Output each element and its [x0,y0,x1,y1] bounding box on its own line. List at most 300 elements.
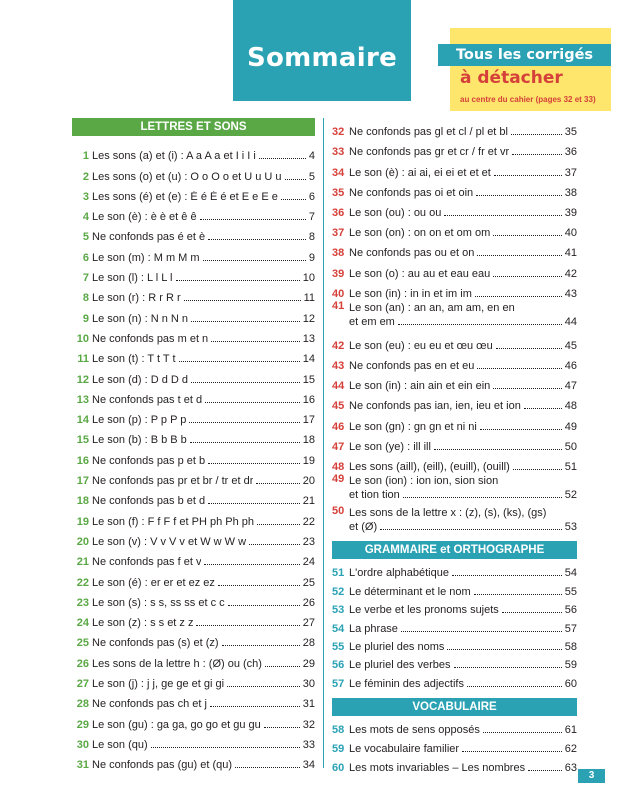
leader-dots [203,260,306,261]
leader-dots [204,564,299,565]
leader-dots [151,747,300,748]
entry-number: 24 [76,617,89,630]
leader-dots [493,235,562,236]
entry-title: Le son (è) : ai ai, ei ei et et et [349,166,491,179]
entry-page: 22 [302,515,315,528]
leader-dots [191,382,300,383]
entry-page: 4 [308,150,315,163]
leader-dots [191,321,300,322]
entry-page: 33 [302,738,315,751]
entry-page: 37 [564,166,577,179]
toc-entry[interactable] [72,731,315,751]
leader-dots [205,402,300,403]
entry-number: 47 [332,440,345,453]
toc-entry[interactable] [72,609,315,629]
leader-dots [462,751,562,752]
entry-number: 43 [332,360,345,373]
entry-number: 51 [332,567,345,580]
toc-entry[interactable] [332,280,577,300]
entry-title: Le vocabulaire familier [349,742,460,755]
entry-title: Le son (ye) : ill ill [349,440,431,453]
leader-dots [257,524,300,525]
entry-title: Le son (z) : s s et z z [92,617,194,630]
toc-entry[interactable] [332,372,577,392]
entry-title: Le son (é) : er er et ez ez [92,576,215,589]
toc-entry[interactable] [72,183,315,203]
entry-number: 40 [332,287,345,300]
leader-dots [222,645,300,646]
leader-dots [398,324,562,325]
entry-number: 38 [332,247,345,260]
entry-page: 43 [564,287,577,300]
toc-entry[interactable] [72,284,315,304]
leader-dots [477,368,561,369]
leader-dots [218,585,300,586]
toc-entry[interactable] [332,392,577,412]
leader-dots [483,732,562,733]
toc-entry[interactable] [332,561,577,579]
leader-dots [524,408,562,409]
toc-entry[interactable] [332,352,577,372]
entry-title: Le son (t) : T t T t [92,353,176,366]
toc-entry[interactable] [72,243,315,263]
toc-entry[interactable] [72,203,315,223]
entry-number: 14 [76,414,89,427]
toc-entry[interactable] [72,304,315,324]
toc-entry[interactable] [332,219,577,239]
toc-entry[interactable] [332,736,577,755]
entry-page: 17 [302,414,315,427]
entry-title: Les sons (é) et (e) : É é É é et E e E e [92,190,278,203]
leader-dots [403,497,562,498]
entry-page: 59 [564,659,577,672]
leader-dots [249,544,300,545]
toc-entry[interactable] [332,505,577,537]
entry-title: Ne confonds pas ian, ien, ieu et ion [349,400,521,413]
toc-entry[interactable] [72,629,315,649]
entry-number: 57 [332,677,345,690]
toc-entry[interactable] [72,670,315,690]
entry-title: La phrase [349,622,398,635]
entry-page: 62 [564,742,577,755]
entry-number: 23 [76,596,89,609]
entry-title: Le son (b) : B b B b [92,434,187,447]
leader-dots [434,449,562,450]
leader-dots [200,219,306,220]
entry-number: 6 [82,251,89,264]
page-number: 3 [578,769,605,783]
entry-page: 35 [564,126,577,139]
entry-page: 45 [564,339,577,352]
entry-page: 42 [564,267,577,280]
toc-entry[interactable] [72,446,315,466]
toc-entry[interactable] [332,755,577,774]
entry-title: Ne confonds pas (gu) et (qu) [92,759,233,772]
leader-dots [480,429,562,430]
right-column [332,118,577,774]
entry-page: 58 [564,640,577,653]
toc-entry[interactable] [332,635,577,653]
leader-dots [196,625,299,626]
title-box [233,0,411,101]
entry-title: Le son (n) : N n N n [92,312,188,325]
entry-number: 60 [332,761,345,774]
entry-title: Le pluriel des noms [349,640,445,653]
entry-page: 8 [308,231,315,244]
toc-entry[interactable] [332,332,577,352]
entry-number: 52 [332,585,345,598]
entry-number: 8 [82,292,89,305]
entry-page: 6 [308,190,315,203]
entry-title: Ne confonds pas p et b [92,454,206,467]
leader-dots [235,767,300,768]
entry-page: 53 [564,521,577,533]
toc-entry[interactable] [332,453,577,473]
leader-dots [452,575,562,576]
toc-entry[interactable] [72,548,315,568]
entry-page: 52 [564,489,577,501]
left-column [72,118,315,771]
entry-page: 10 [302,272,315,285]
entry-title: Le son (o) : au au et eau eau [349,267,491,280]
section-header-vocabulaire: VOCABULAIRE [332,698,577,716]
column-divider [323,118,324,768]
toc-entry[interactable] [332,598,577,616]
right-list-a [332,118,577,300]
entry-number: 7 [82,272,89,285]
entry-title: Le son (gn) : gn gn et ni ni [349,420,477,433]
entry-number: 2 [82,170,89,183]
entry-number: 16 [76,454,89,467]
entry-number: 18 [76,495,89,508]
entry-number: 44 [332,380,345,393]
entry-number: 9 [82,312,89,325]
entry-page: 7 [308,211,315,224]
toc-entry[interactable] [332,300,577,332]
entry-title: Le son (on) : on on et om om [349,227,491,240]
entry-number: 56 [332,659,345,672]
entry-page: 34 [302,759,315,772]
toc-entry[interactable] [72,386,315,406]
entry-title: Le son (m) : M m M m [92,251,200,264]
entry-page: 40 [564,227,577,240]
leader-dots [401,631,562,632]
entry-title-cont: et (Ø) [349,521,378,533]
entry-number: 55 [332,640,345,653]
entry-page: 24 [302,556,315,569]
entry-number: 42 [332,339,345,352]
entry-title: Le pluriel des verbes [349,659,451,672]
entry-title: Le son (l) : L l L l [92,272,173,285]
entry-page: 29 [302,657,315,670]
entry-title: Ne confonds pas oi et oin [349,186,474,199]
entry-number: 4 [82,211,89,224]
entry-title: Les mots invariables – Les nombres [349,761,526,774]
entry-page: 23 [302,535,315,548]
entry-title: Les sons de la lettre h : (Ø) ou (ch) [92,657,262,670]
entry-number: 27 [76,678,89,691]
entry-title: Le son (v) : V v V v et W w W w [92,535,247,548]
toc-entry[interactable] [72,426,315,446]
entry-title: Le son (eu) : eu eu et œu œu [349,339,493,352]
leader-dots [380,529,562,530]
entry-page: 32 [302,718,315,731]
entry-title: Ne confonds pas ch et j [92,698,207,711]
entry-page: 39 [564,206,577,219]
toc-entry[interactable] [72,649,315,669]
entry-number: 48 [332,461,345,473]
page-title: Sommaire [246,42,398,73]
leader-dots [228,605,300,606]
entry-page: 47 [564,380,577,393]
section-header-grammaire: GRAMMAIRE et ORTHOGRAPHE [332,541,577,559]
entry-page: 41 [564,247,577,260]
leader-dots [184,300,301,301]
entry-title: Le déterminant et le nom [349,585,471,598]
entry-title: Le son (r) : R r R r [92,292,181,305]
toc-entry[interactable] [72,710,315,730]
entry-title: Les sons de la lettre x : (z), (s), (ks), (gs) [349,507,547,519]
toc-entry[interactable] [332,239,577,259]
entry-number: 46 [332,420,345,433]
toc-entry[interactable] [332,616,577,634]
leader-dots [454,667,562,668]
entry-title: Ne confonds pas f et v [92,556,202,569]
leader-dots [474,594,562,595]
toc-entry[interactable] [332,179,577,199]
entry-page: 56 [564,604,577,617]
entry-number: 22 [76,576,89,589]
entry-number: 41 [332,299,345,312]
toc-entry[interactable] [332,138,577,158]
entry-number: 21 [76,556,89,569]
entry-title: Le son (d) : D d D d [92,373,188,386]
entry-title: Les sons (a) et (i) : A a A a et I i I i [92,150,256,163]
leader-dots [477,255,561,256]
leader-dots [208,463,300,464]
entry-title: Le son (f) : F f F f et PH ph Ph ph [92,515,255,528]
leader-dots [496,348,562,349]
entry-number: 33 [332,146,345,159]
entry-title-cont: et tion tion [349,489,400,501]
toc-entry[interactable] [332,412,577,432]
entry-page: 12 [302,312,315,325]
entry-page: 49 [564,420,577,433]
entry-page: 44 [564,315,577,328]
toc-entry[interactable] [72,568,315,588]
entry-page: 25 [302,576,315,589]
leader-dots [447,649,561,650]
leader-dots [208,503,300,504]
section-header-lettres-sons: LETTRES ET SONS [72,118,315,136]
entry-number: 13 [76,393,89,406]
entry-number: 36 [332,206,345,219]
entry-number: 25 [76,637,89,650]
toc-entry[interactable] [332,158,577,178]
toc-entry[interactable] [72,507,315,527]
entry-title: Le son (p) : P p P p [92,414,187,427]
entry-number: 45 [332,400,345,413]
entry-number: 34 [332,166,345,179]
entry-page: 57 [564,622,577,635]
entry-title: Le son (è) : è è et ê ê [92,211,197,224]
entry-title: Ne confonds pas m et n [92,332,209,345]
toc-entry[interactable] [72,589,315,609]
leader-dots [227,686,300,687]
entry-page: 38 [564,186,577,199]
entry-page: 27 [302,617,315,630]
leader-dots [208,239,306,240]
entry-page: 13 [302,332,315,345]
toc-entry[interactable] [332,473,577,505]
leader-dots [285,179,306,180]
toc-entry[interactable] [72,467,315,487]
entry-page: 16 [302,393,315,406]
entry-page: 55 [564,585,577,598]
entry-page: 19 [302,454,315,467]
toc-entry[interactable] [72,223,315,243]
toc-entry[interactable] [332,118,577,138]
corriges-heading: Tous les corrigés [438,44,611,66]
entry-title: Ne confonds pas gr et cr / fr et vr [349,146,510,159]
entry-title-cont: et em em [349,315,395,328]
toc-entry[interactable] [332,579,577,597]
entry-page: 31 [302,698,315,711]
leader-dots [190,442,300,443]
toc-entry[interactable] [72,751,315,771]
leader-dots [494,175,562,176]
entry-number: 35 [332,186,345,199]
entry-title: Ne confonds pas ou et on [349,247,475,260]
entry-title: Le son (s) : s s, ss ss et c c [92,596,225,609]
entry-page: 9 [308,251,315,264]
leader-dots [256,483,299,484]
entry-number: 20 [76,535,89,548]
entry-page: 61 [564,724,577,737]
entry-page: 63 [564,761,577,774]
vocabulary-list [332,718,577,774]
leader-dots [281,199,306,200]
leader-dots [502,612,562,613]
corriges-main: à détacher [460,68,563,88]
entry-page: 18 [302,434,315,447]
toc-entry[interactable] [72,162,315,182]
leader-dots [264,727,300,728]
entry-title: Les sons (o) et (u) : O o O o et U u U u [92,170,282,183]
entry-page: 50 [564,440,577,453]
entry-number: 53 [332,604,345,617]
entry-title: Le son (an) : an an, am am, en en [349,301,515,314]
entry-title: Le son (j) : j j, ge ge et gi gi [92,678,225,691]
toc-entry[interactable] [332,259,577,279]
entry-number: 39 [332,267,345,280]
entry-page: 28 [302,637,315,650]
entry-page: 30 [302,678,315,691]
toc-entry[interactable] [332,653,577,671]
entry-page: 51 [564,461,577,473]
leader-dots [512,154,562,155]
toc-entry[interactable] [72,142,315,162]
leader-dots [528,770,562,771]
entry-page: 36 [564,146,577,159]
leader-dots [265,666,300,667]
entry-title: Le son (in) : in in et im im [349,287,472,300]
corriges-sub: au centre du cahier (pages 32 et 33) [460,95,596,104]
entry-title: Ne confonds pas en et eu [349,360,475,373]
entry-page: 46 [564,360,577,373]
entry-title: Le son (gu) : ga ga, go go et gu gu [92,718,261,731]
toc-entry[interactable] [332,199,577,219]
toc-entry[interactable] [332,671,577,689]
entry-page: 54 [564,567,577,580]
leader-dots [210,706,300,707]
toc-entry[interactable] [332,433,577,453]
entry-number: 30 [76,738,89,751]
entry-number: 49 [332,473,345,485]
entry-number: 26 [76,657,89,670]
leader-dots [513,469,562,470]
leader-dots [211,341,300,342]
entry-number: 15 [76,434,89,447]
toc-entry[interactable] [72,690,315,710]
entry-number: 19 [76,515,89,528]
leader-dots [467,686,562,687]
leader-dots [189,422,299,423]
entry-title: Le verbe et les pronoms sujets [349,604,499,617]
entry-number: 58 [332,724,345,737]
grammar-list [332,561,577,690]
leader-dots [476,195,562,196]
toc-entry[interactable] [72,345,315,365]
entry-number: 50 [332,505,345,517]
entry-title: Ne confonds pas t et d [92,393,203,406]
entry-number: 12 [76,373,89,386]
entry-number: 37 [332,227,345,240]
leader-dots [475,296,562,297]
toc-entry[interactable] [72,487,315,507]
leader-dots [493,276,561,277]
toc-entry[interactable] [72,365,315,385]
entry-page: 48 [564,400,577,413]
leader-dots [179,361,300,362]
entry-page: 21 [302,495,315,508]
entry-title: Ne confonds pas gl et cl / pl et bl [349,126,508,139]
toc-entry[interactable] [72,406,315,426]
entry-title: Le son (ou) : ou ou [349,206,442,219]
entry-number: 1 [82,150,89,163]
toc-entry[interactable] [72,528,315,548]
entry-number: 11 [77,353,89,366]
entry-page: 11 [303,292,315,305]
leader-dots [511,134,562,135]
entry-page: 5 [308,170,315,183]
entry-title: Les mots de sens opposés [349,724,480,737]
toc-entry[interactable] [332,718,577,737]
leader-dots [259,158,306,159]
entry-title: Ne confonds pas (s) et (z) [92,637,219,650]
entry-page: 15 [302,373,315,386]
entry-number: 54 [332,622,345,635]
entry-page: 26 [302,596,315,609]
entry-title: Le son (qu) [92,738,148,751]
entry-number: 29 [76,718,89,731]
toc-entry[interactable] [72,264,315,284]
entry-title: L'ordre alphabétique [349,567,449,580]
toc-entry[interactable] [72,325,315,345]
entry-page: 20 [302,475,315,488]
left-list [72,142,315,771]
right-list-b [332,332,577,473]
